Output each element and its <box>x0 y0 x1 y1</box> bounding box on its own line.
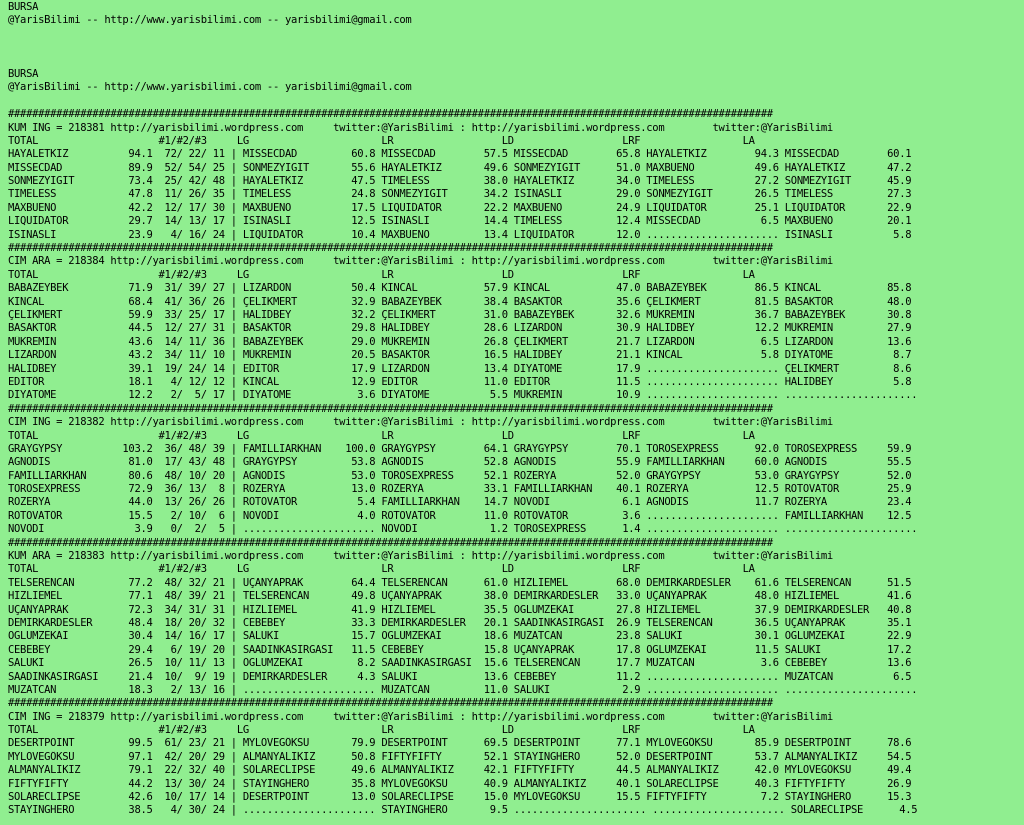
text-line: FAMILLIARKHAN 80.6 48/ 10/ 20 | AGNODIS 53.0 TOROSEXPRESS 52.1 ROZERYA 52.0 GRAYGYPSY 53.0 GRAYGYPSY 52.0 <box>8 469 912 482</box>
text-line: TOTAL #1/#2/#3 LG LR LD LRF LA <box>8 563 755 576</box>
text-line: TOTAL #1/#2/#3 LG LR LD LRF LA <box>8 268 755 281</box>
text-line: SALUKI 26.5 10/ 11/ 13 | OGLUMZEKAI 8.2 SAADINKASIRGASI 15.6 TELSERENCAN 17.7 MUZATCAN 3.6 CEBEBEY 13.6 <box>8 657 912 670</box>
text-line: HALIDBEY 39.1 19/ 24/ 14 | EDITÖR 17.9 LIZARDON 13.4 DIYATOME 17.9 ...................... ÇELIKMERT 8.6 <box>8 362 912 375</box>
text-line: GRAYGYPSY 103.2 36/ 48/ 39 | FAMILLIARKHAN 100.0 GRAYGYPSY 64.1 GRAYGYPSY 70.1 TOROSEXPRESS 92.0 TOROSEXPRESS 59.9 <box>8 442 912 455</box>
text-line: SÖNMEZYIGIT 73.4 25/ 42/ 48 | HAYALETKIZ 47.5 TIMELESS 38.0 HAYALETKIZ 34.0 TIMELESS 27.2 SÖNMEZYIGIT 45.9 <box>8 175 912 188</box>
text-line <box>8 95 917 108</box>
text-line: TOTAL #1/#2/#3 LG LR LD LRF LA <box>8 134 755 147</box>
text-line: TOTAL #1/#2/#3 LG LR LD LRF LA <box>8 429 755 442</box>
text-line: ############################################################################################################################### <box>8 536 773 549</box>
text-line: LIZARDON 43.2 34/ 11/ 10 | MÜKREMIN 20.5 BASAKTÖR 16.5 HALIDBEY 21.1 KINCAL 5.8 DIYATOME 8.7 <box>8 349 912 362</box>
text-line: @YarisBilimi -- http://www.yarisbilimi.com -- yarisbilimi@gmail.com <box>8 14 412 27</box>
text-line: EDITÖR 18.1 4/ 12/ 12 | KINCAL 12.9 EDITÖR 11.0 EDITÖR 11.5 ...................... HALIDBEY 5.8 <box>8 375 912 388</box>
text-line: TELSERENCAN 77.2 48/ 32/ 21 | UÇANYAPRAK 64.4 TELSERENCAN 61.0 HIZLIEMEL 68.0 DEMIRKARDESLER 61.6 TELSERENCAN 51.5 <box>8 576 912 589</box>
text-line: AGNODIS 81.0 17/ 43/ 48 | GRAYGYPSY 53.8 AGNODIS 52.8 AGNODIS 55.9 FAMILLIARKHAN 60.0 AGNODIS 55.5 <box>8 456 912 469</box>
text-line: ISINASLI 23.9 4/ 16/ 24 | LIQUIDATOR 10.4 MAXBUENO 13.4 LIQUIDATOR 12.0 ...................... ISINASLI 5.8 <box>8 228 912 241</box>
text-line <box>8 28 917 41</box>
text-line: KINCAL 68.4 41/ 36/ 26 | ÇELIKMERT 32.9 BABAZEYBEK 38.4 BASAKTÖR 35.6 ÇELIKMERT 81.5 BASAKTÖR 48.0 <box>8 295 912 308</box>
text-line: TIMELESS 47.8 11/ 26/ 35 | TIMELESS 24.8 SÖNMEZYIGIT 34.2 ISINASLI 29.0 SÖNMEZYIGIT 26.5 TIMELESS 27.3 <box>8 188 912 201</box>
text-line: ############################################################################################################################### <box>8 697 773 710</box>
text-line: TOROSEXPRESS 72.9 36/ 13/ 8 | ROZERYA 13.0 ROZERYA 33.1 FAMILLIARKHAN 40.1 ROZERYA 12.5 ROTOVATÖR 25.9 <box>8 483 912 496</box>
text-line: LIQUIDATOR 29.7 14/ 13/ 17 | ISINASLI 12.5 ISINASLI 14.4 TIMELESS 12.4 MISSECDAD 6.5 MAXBUENO 20.1 <box>8 215 912 228</box>
text-line: UÇANYAPRAK 72.3 34/ 31/ 31 | HIZLIEMEL 41.9 HIZLIEMEL 35.5 OGLUMZEKAI 27.8 HIZLIEMEL 37.9 DEMIRKARDESLER 40.8 <box>8 603 912 616</box>
text-line: HIZLIEMEL 77.1 48/ 39/ 21 | TELSERENCAN 49.8 UÇANYAPRAK 38.0 DEMIRKARDESLER 33.0 UÇANYAPRAK 48.0 HIZLIEMEL 41.6 <box>8 590 912 603</box>
text-line: KUM ARA = 218383 http://yarisbilimi.wordpress.com twitter:@YarisBilimi : http://yarisbilimi.wordpress.com twitter:@YarisBilimi <box>8 550 833 563</box>
text-line: CIM ING = 218382 http://yarisbilimi.wordpress.com twitter:@YarisBilimi : http://yarisbilimi.wordpress.com twitter:@YarisBilimi <box>8 416 833 429</box>
text-line: SAADINKASIRGASI 21.4 10/ 9/ 19 | DEMIRKARDESLER 4.3 SALUKI 13.6 CEBEBEY 11.2 ...................... MUZATCAN 6.5 <box>8 670 912 683</box>
text-line: MISSECDAD 89.9 52/ 54/ 25 | SÖNMEZYIGIT 55.6 HAYALETKIZ 49.6 SÖNMEZYIGIT 51.0 MAXBUENO 49.6 HAYALETKIZ 47.2 <box>8 161 912 174</box>
text-line: ÇELIKMERT 59.9 33/ 25/ 17 | HALIDBEY 32.2 ÇELIKMERT 31.0 BABAZEYBEK 32.6 MÜKREMIN 36.7 BABAZEYBEK 30.8 <box>8 308 912 321</box>
text-line: BABAZEYBEK 71.9 31/ 39/ 27 | LIZARDON 50.4 KINCAL 57.9 KINCAL 47.0 BABAZEYBEK 86.5 KINCAL 85.8 <box>8 282 912 295</box>
text-line <box>8 41 917 54</box>
text-line: ############################################################################################################################### <box>8 242 773 255</box>
text-line: DESERTPOINT 99.5 61/ 23/ 21 | MYLOVEGÖKSU 79.9 DESERTPOINT 69.5 DESERTPOINT 77.1 MYLOVEGÖKSU 85.9 DESERTPOINT 78.6 <box>8 737 912 750</box>
results-document <box>8 1 917 818</box>
text-line: ROZERYA 44.0 13/ 26/ 26 | ROTOVATÖR 5.4 FAMILLIARKHAN 14.7 NOVODI 6.1 AGNODIS 11.7 ROZERYA 23.4 <box>8 496 912 509</box>
text-line: MUZATCAN 18.3 2/ 13/ 16 | ...................... MUZATCAN 11.0 SALUKI 2.9 ...................... ...................... <box>8 683 918 696</box>
text-line: NOVODI 3.9 0/ 2/ 5 | ...................... NOVODI 1.2 TOROSEXPRESS 1.4 ...................... ...................... <box>8 523 918 536</box>
text-line: MAXBUENO 42.2 12/ 17/ 30 | MAXBUENO 17.5 LIQUIDATOR 22.2 MAXBUENO 24.9 LIQUIDATOR 25.1 LIQUIDATOR 22.9 <box>8 201 912 214</box>
text-line: MYLOVEGÖKSU 97.1 42/ 20/ 29 | ALMANYALIKIZ 50.8 FIFTYFIFTY 52.1 STAYINGHERO 52.0 DESERTPOINT 53.7 ALMANYALIKIZ 54.5 <box>8 750 912 763</box>
text-line: BURSA <box>8 67 39 80</box>
text-line: KUM ING = 218381 http://yarisbilimi.wordpress.com twitter:@YarisBilimi : http://yarisbilimi.wordpress.com twitter:@YarisBilimi <box>8 121 833 134</box>
text-line: CEBEBEY 29.4 6/ 19/ 20 | SAADINKASIRGASI 11.5 CEBEBEY 15.8 UÇANYAPRAK 17.8 OGLUMZEKAI 11.5 SALUKI 17.2 <box>8 643 912 656</box>
text-line: BASAKTÖR 44.5 12/ 27/ 31 | BASAKTÖR 29.8 HALIDBEY 28.6 LIZARDON 30.9 HALIDBEY 12.2 MÜKREMIN 27.9 <box>8 322 912 335</box>
text-line: HAYALETKIZ 94.1 72/ 22/ 11 | MISSECDAD 60.8 MISSECDAD 57.5 MISSECDAD 65.8 HAYALETKIZ 94.3 MISSECDAD 60.1 <box>8 148 912 161</box>
text-line: ROTOVATÖR 15.5 2/ 10/ 6 | NOVODI 4.0 ROTOVATÖR 11.0 ROTOVATÖR 3.6 ...................... FAMILLIARKHAN 12.5 <box>8 509 912 522</box>
text-line: SOLARECLIPSE 42.6 10/ 17/ 14 | DESERTPOINT 13.0 SOLARECLIPSE 15.0 MYLOVEGÖKSU 15.5 FIFTYFIFTY 7.2 STAYINGHERO 15.3 <box>8 791 912 804</box>
text-line: FIFTYFIFTY 44.2 13/ 30/ 24 | STAYINGHERO 35.8 MYLOVEGÖKSU 40.9 ALMANYALIKIZ 40.1 SOLARECLIPSE 40.3 FIFTYFIFTY 26.9 <box>8 777 912 790</box>
text-line: ############################################################################################################################### <box>8 108 773 121</box>
text-line: ############################################################################################################################### <box>8 402 773 415</box>
text-line: CIM ARA = 218384 http://yarisbilimi.wordpress.com twitter:@YarisBilimi : http://yarisbilimi.wordpress.com twitter:@YarisBilimi <box>8 255 833 268</box>
text-line: DIYATOME 12.2 2/ 5/ 17 | DIYATOME 3.6 DIYATOME 5.5 MÜKREMIN 10.9 ...................... ...................... <box>8 389 918 402</box>
text-line: STAYINGHERO 38.5 4/ 30/ 24 | ...................... STAYINGHERO 9.5 ...................... ...................... SOLARECLIPSE 4.5 <box>8 804 918 817</box>
text-line: OGLUMZEKAI 30.4 14/ 16/ 17 | SALUKI 15.7 OGLUMZEKAI 18.6 MUZATCAN 23.8 SALUKI 30.1 OGLUMZEKAI 22.9 <box>8 630 912 643</box>
text-line: @YarisBilimi -- http://www.yarisbilimi.com -- yarisbilimi@gmail.com <box>8 81 412 94</box>
text-line: ALMANYALIKIZ 79.1 22/ 32/ 40 | SOLARECLIPSE 49.6 ALMANYALIKIZ 42.1 FIFTYFIFTY 44.5 ALMANYALIKIZ 42.0 MYLOVEGÖKSU 49.4 <box>8 764 912 777</box>
text-line: MÜKREMIN 43.6 14/ 11/ 36 | BABAZEYBEK 29.0 MÜKREMIN 26.8 ÇELIKMERT 21.7 LIZARDON 6.5 LIZARDON 13.6 <box>8 335 912 348</box>
text-line: BURSA <box>8 1 39 13</box>
text-line: TOTAL #1/#2/#3 LG LR LD LRF LA <box>8 724 755 737</box>
text-line: DEMIRKARDESLER 48.4 18/ 20/ 32 | CEBEBEY 33.3 DEMIRKARDESLER 20.1 SAADINKASIRGASI 26.9 TELSERENCAN 36.5 UÇANYAPRAK 35.1 <box>8 616 912 629</box>
text-line <box>8 55 917 68</box>
text-line: CIM ING = 218379 http://yarisbilimi.wordpress.com twitter:@YarisBilimi : http://yarisbilimi.wordpress.com twitter:@YarisBilimi <box>8 710 833 723</box>
